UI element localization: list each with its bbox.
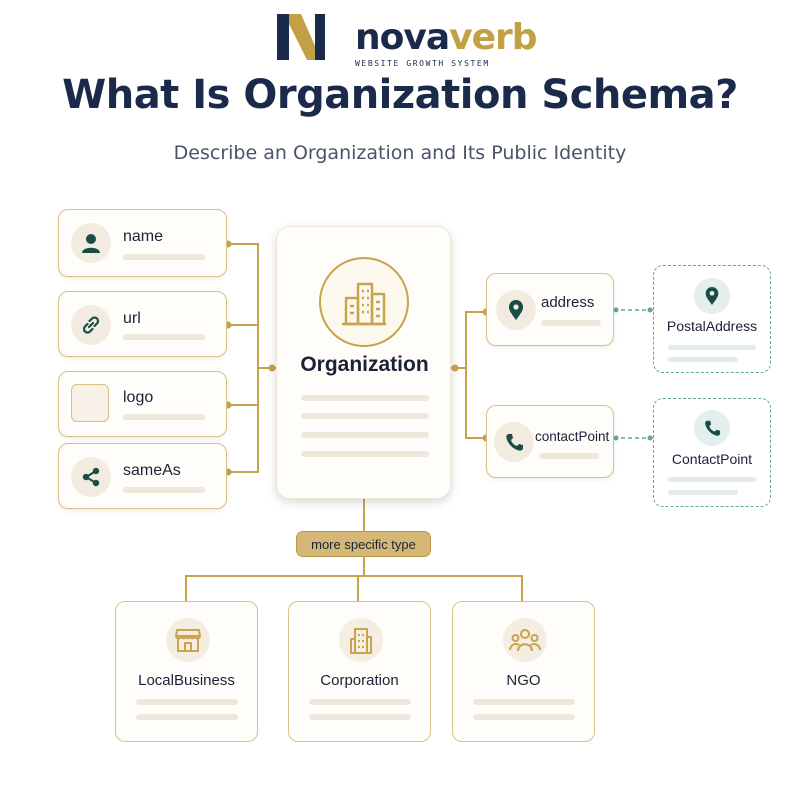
- brand-name-part2: verb: [449, 17, 537, 58]
- type-label-contactpoint: ContactPoint: [671, 451, 753, 467]
- placeholder-bar: [123, 254, 205, 260]
- placeholder-bar: [668, 357, 738, 362]
- subtype-card-ngo: [452, 601, 595, 742]
- brand-name-part1: nova: [355, 17, 450, 58]
- link-icon: [71, 305, 111, 345]
- placeholder-bar: [301, 432, 429, 438]
- people-group-icon: [503, 618, 547, 662]
- property-card-sameas: [58, 443, 227, 509]
- placeholder-bar: [301, 413, 429, 419]
- phone-icon: [494, 422, 534, 462]
- placeholder-bar: [123, 487, 205, 493]
- person-icon: [71, 223, 111, 263]
- property-label-name: name: [123, 228, 164, 245]
- property-card-contactpoint: [486, 405, 614, 478]
- brand-logo: [277, 12, 537, 70]
- page-title: What Is Organization Schema?: [62, 72, 738, 118]
- placeholder-bar: [668, 490, 738, 495]
- brand-n-mark-icon: [277, 12, 327, 62]
- property-label-logo: logo: [123, 389, 154, 406]
- phone-icon: [694, 410, 730, 446]
- location-pin-icon: [694, 278, 730, 314]
- property-label-contactpoint: contactPoint: [535, 429, 610, 444]
- subtype-label-localbusiness: LocalBusiness: [138, 672, 235, 689]
- placeholder-bar: [136, 714, 238, 720]
- building-icon: [339, 618, 383, 662]
- placeholder-bar: [301, 451, 429, 457]
- placeholder-bar: [309, 699, 411, 705]
- placeholder-bar: [539, 453, 599, 459]
- subtype-label-ngo: NGO: [506, 672, 541, 689]
- property-label-address: address: [541, 294, 595, 311]
- type-card-postaladdress: [653, 265, 771, 373]
- subtype-card-localbusiness: [115, 601, 258, 742]
- office-building-icon: [319, 257, 409, 347]
- placeholder-bar: [136, 699, 238, 705]
- placeholder-bar: [123, 414, 205, 420]
- placeholder-bar: [668, 477, 756, 482]
- brand-tagline: WEBSITE GROWTH SYSTEM: [355, 59, 490, 68]
- type-label-postaladdress: PostalAddress: [666, 318, 758, 334]
- organization-label: Organization: [300, 353, 429, 376]
- logo-placeholder-icon: [71, 384, 109, 422]
- placeholder-bar: [309, 714, 411, 720]
- page-subtitle: Describe an Organization and Its Public Identity: [173, 142, 627, 164]
- storefront-icon: [166, 618, 210, 662]
- more-specific-type-pill: more specific type: [296, 531, 431, 557]
- placeholder-bar: [541, 320, 601, 326]
- property-label-url: url: [123, 310, 141, 327]
- organization-card: [276, 226, 451, 499]
- placeholder-bar: [668, 345, 756, 350]
- property-card-logo: [58, 371, 227, 437]
- subtype-card-corporation: [288, 601, 431, 742]
- placeholder-bar: [473, 699, 575, 705]
- property-label-sameas: sameAs: [123, 462, 181, 479]
- placeholder-bar: [473, 714, 575, 720]
- location-pin-icon: [496, 290, 536, 330]
- property-card-address: [486, 273, 614, 346]
- type-card-contactpoint: [653, 398, 771, 507]
- share-icon: [71, 457, 111, 497]
- placeholder-bar: [301, 395, 429, 401]
- placeholder-bar: [123, 334, 205, 340]
- brand-name: [355, 18, 537, 58]
- subtype-label-corporation: Corporation: [320, 672, 399, 689]
- property-card-name: [58, 209, 227, 277]
- property-card-url: [58, 291, 227, 357]
